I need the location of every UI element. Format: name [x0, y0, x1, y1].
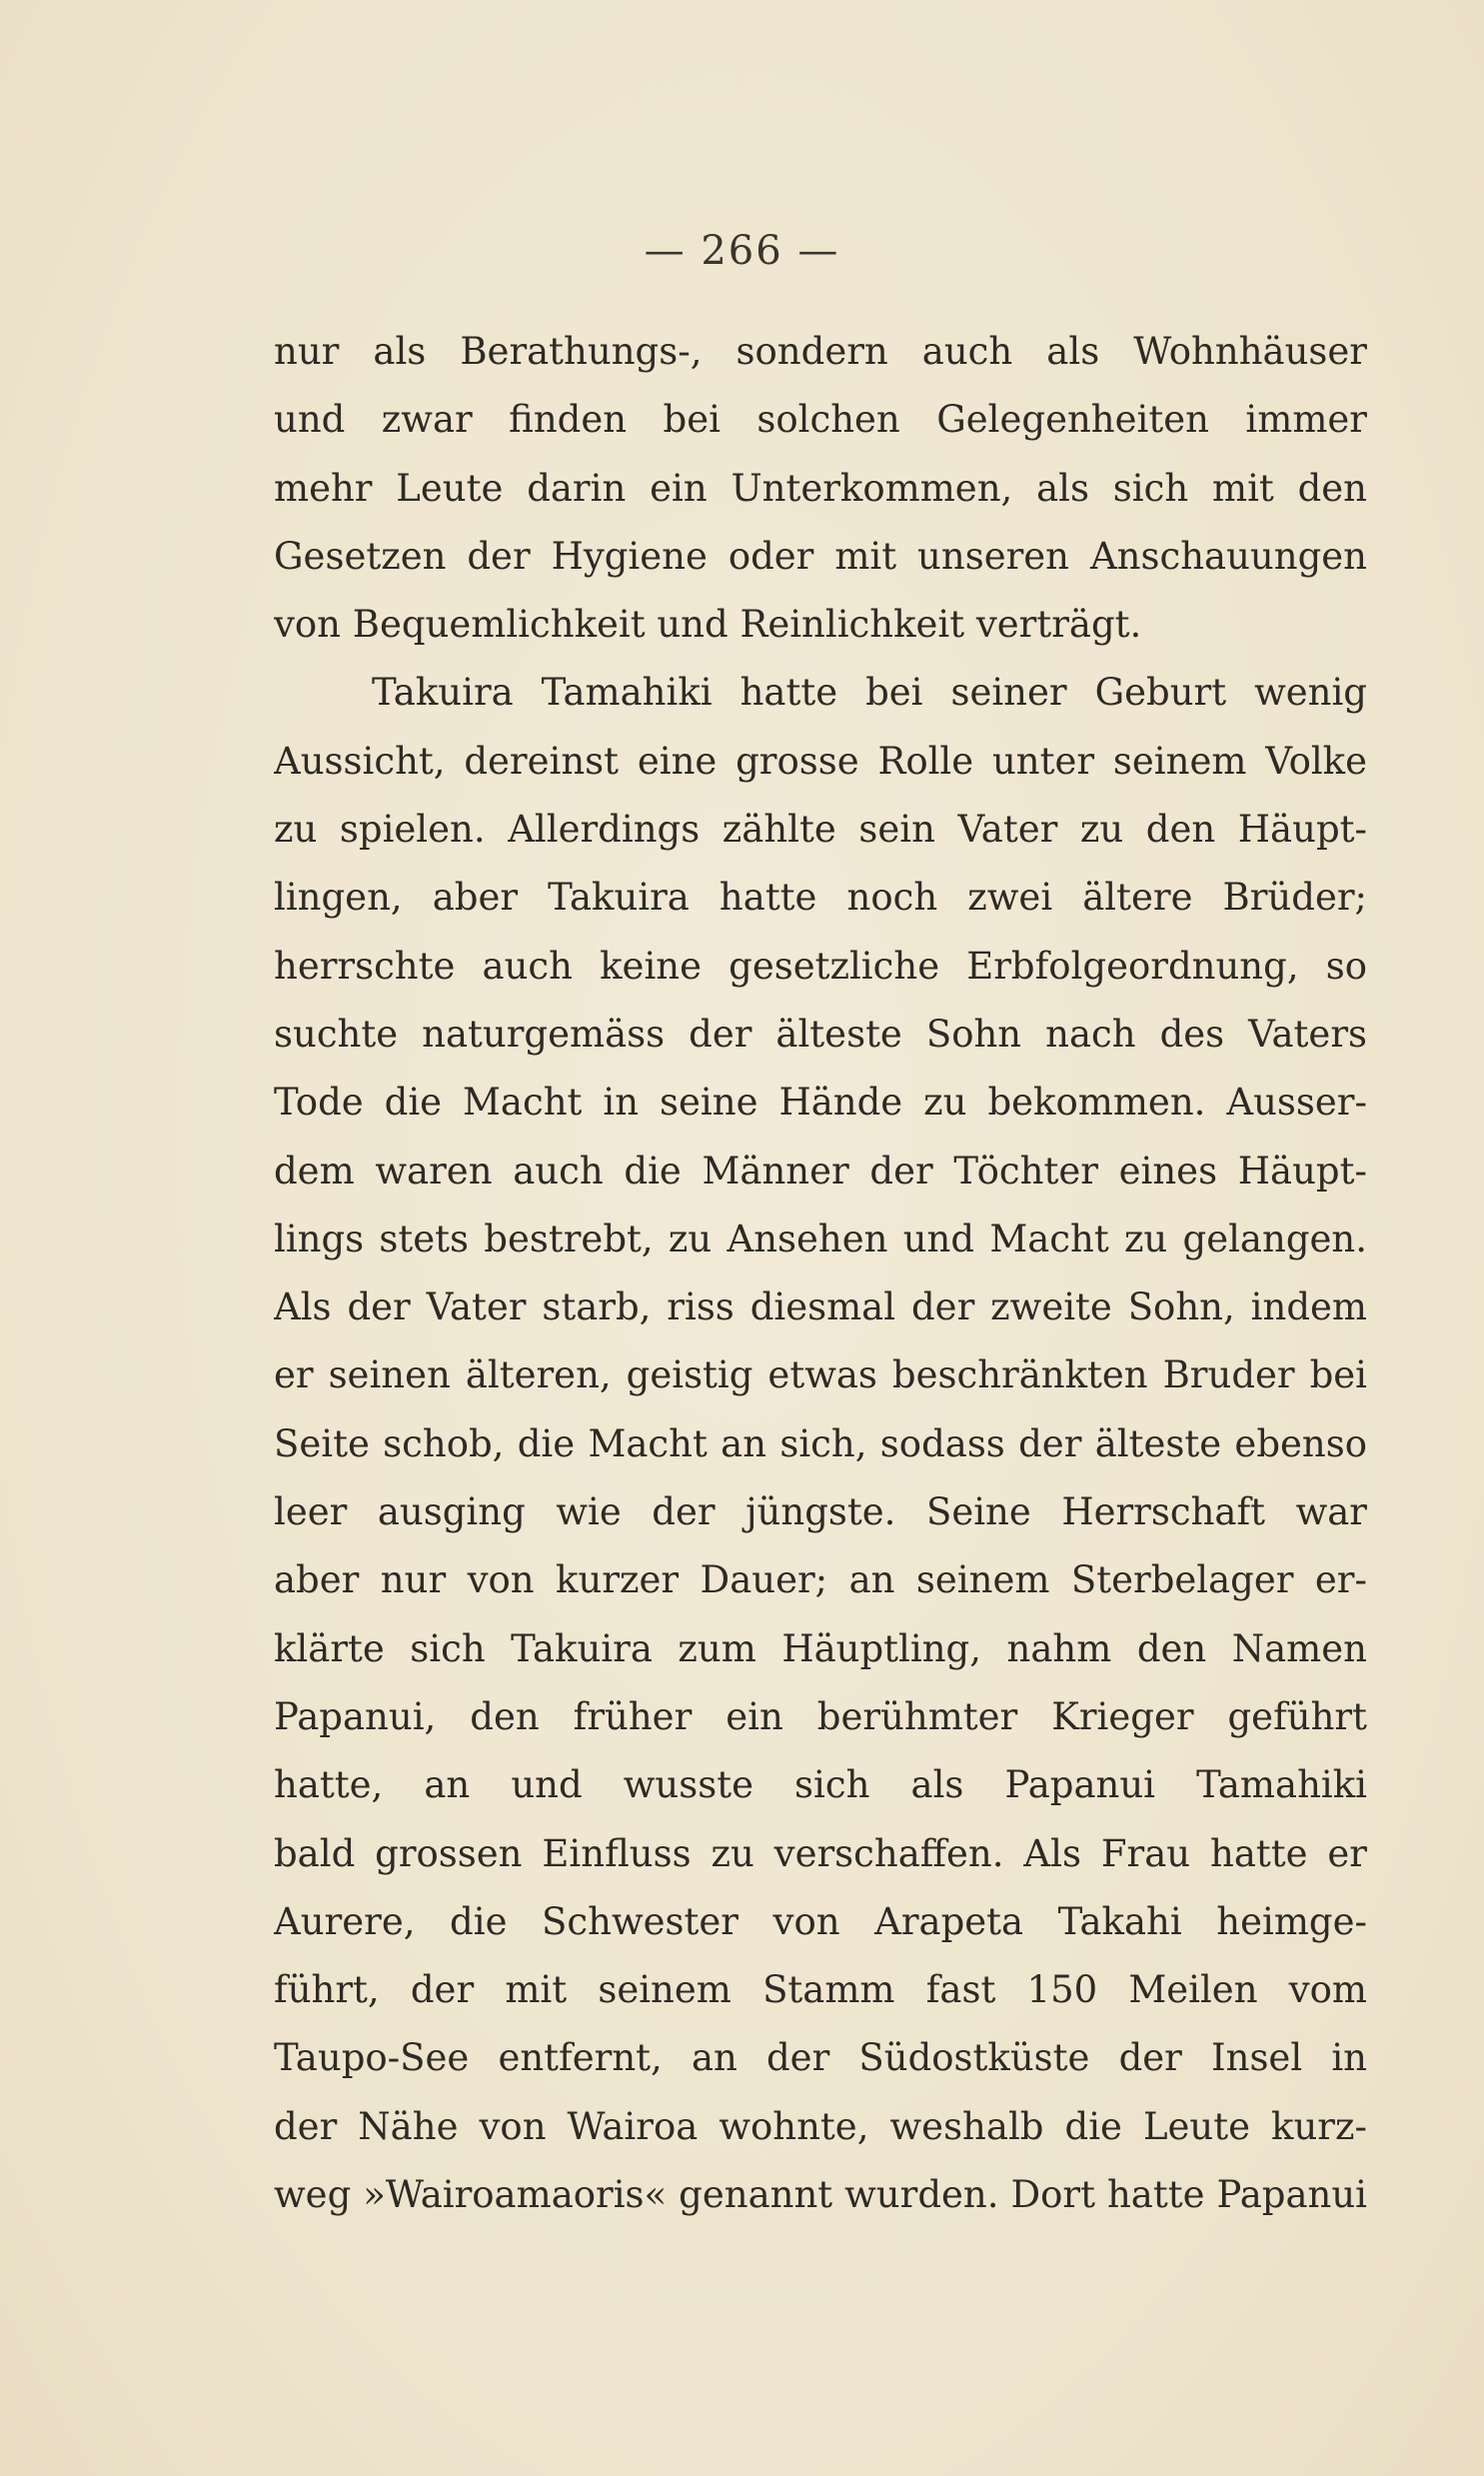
text-line: der Nähe von Wairoa wohnte, weshalb die Leute kurz-	[274, 2104, 1367, 2148]
text-line: leer ausging wie der jüngste. Seine Herrschaft war	[274, 1490, 1367, 1534]
text-line: Als der Vater starb, riss diesmal der zweite Sohn, indem	[274, 1285, 1367, 1329]
body-text	[274, 318, 1367, 2229]
text-line: mehr Leute darin ein Unterkommen, als sich mit den	[274, 466, 1367, 510]
text-line: zu spielen. Allerdings zählte sein Vater zu den Häupt-	[274, 808, 1367, 852]
text-line: hatte, an und wusste sich als Papanui Tamahiki	[274, 1763, 1367, 1807]
text-line: Aurere, die Schwester von Arapeta Takahi heimge-	[274, 1899, 1367, 1943]
text-line: klärte sich Takuira zum Häuptling, nahm den Namen	[274, 1626, 1367, 1670]
text-line: Takuira Tamahiki hatte bei seiner Geburt wenig	[372, 671, 1367, 715]
text-line: nur als Berathungs-, sondern auch als Wohnhäuser	[274, 330, 1367, 373]
text-line: aber nur von kurzer Dauer; an seinem Sterbelager er-	[274, 1558, 1367, 1602]
text-line: herrschte auch keine gesetzliche Erbfolgeordnung, so	[274, 944, 1367, 988]
text-line: dem waren auch die Männer der Töchter eines Häupt-	[274, 1149, 1367, 1193]
text-line: weg »Wairoamaoris« genannt wurden. Dort hatte Papanui	[274, 2173, 1367, 2217]
text-line: von Bequemlichkeit und Reinlichkeit verträgt.	[274, 603, 1142, 647]
text-line: Papanui, den früher ein berühmter Krieger geführt	[274, 1694, 1367, 1738]
text-line: Seite schob, die Macht an sich, sodass der älteste ebenso	[274, 1421, 1367, 1465]
text-line: führt, der mit seinem Stamm fast 150 Meilen vom	[274, 1968, 1367, 2012]
text-line: Tode die Macht in seine Hände zu bekommen. Ausser-	[274, 1081, 1367, 1125]
text-line: bald grossen Einfluss zu verschaffen. Als Frau hatte er	[274, 1831, 1367, 1875]
text-line: lings stets bestrebt, zu Ansehen und Macht zu gelangen.	[274, 1217, 1367, 1260]
text-line: suchte naturgemäss der älteste Sohn nach des Vaters	[274, 1012, 1367, 1056]
text-line: Taupo-See entfernt, an der Südostküste der Insel in	[274, 2036, 1367, 2080]
text-line: Aussicht, dereinst eine grosse Rolle unter seinem Volke	[274, 739, 1367, 783]
text-line: er seinen älteren, geistig etwas beschränkten Bruder bei	[274, 1353, 1367, 1397]
text-line: und zwar finden bei solchen Gelegenheiten immer	[274, 398, 1367, 442]
text-line: Gesetzen der Hygiene oder mit unseren Anschauungen	[274, 534, 1367, 578]
page-number: — 266 —	[644, 228, 840, 274]
text-line: lingen, aber Takuira hatte noch zwei ältere Brüder;	[274, 876, 1367, 920]
